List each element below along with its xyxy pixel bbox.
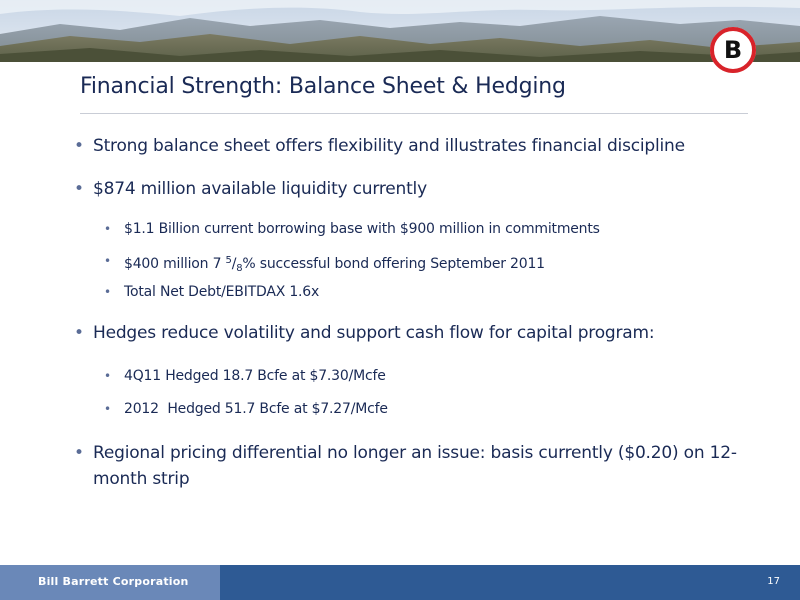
sub-bullet-text: Total Net Debt/EBITDAX 1.6x (124, 284, 320, 300)
bullet-item (74, 320, 754, 346)
fraction-denominator: 8 (236, 263, 243, 274)
logo-letter: B (723, 36, 743, 64)
sub-bullet-text: 4Q11 Hedged 18.7 Bcfe at $7.30/Mcfe (124, 368, 386, 384)
sub-bullet-text (104, 251, 744, 279)
bond-text-pre: $400 million 7 (124, 256, 226, 272)
bullet-item (74, 176, 754, 202)
bullet-item (74, 440, 754, 492)
sub-bullet-dot-icon: • (104, 254, 111, 268)
sub-bullet-dot-icon: • (104, 285, 111, 299)
sub-bullet-item (104, 282, 744, 302)
footer-company-panel (0, 565, 220, 600)
slide-title: Financial Strength: Balance Sheet & Hedging (80, 74, 566, 99)
bullet-item (74, 133, 754, 159)
fraction-slash: / (231, 256, 237, 272)
bond-text-post: % successful bond offering September 2011 (242, 256, 545, 272)
bullet-dot-icon: • (74, 323, 84, 343)
bullet-dot-icon: • (74, 443, 84, 463)
sub-bullet-item (104, 399, 744, 419)
sub-bullet-item (104, 219, 744, 239)
bullet-text: $874 million available liquidity currently (93, 179, 427, 199)
sub-bullet-text: 2012 Hedged 51.7 Bcfe at $7.27/Mcfe (124, 401, 388, 417)
sub-bullet-text: $1.1 Billion current borrowing base with $900 million in commitments (124, 221, 600, 237)
bullet-dot-icon: • (74, 136, 84, 156)
footer-company-name: Bill Barrett Corporation (38, 575, 189, 588)
sub-bullet-dot-icon: • (104, 402, 111, 416)
fraction-numerator: 5 (225, 255, 232, 266)
sub-bullet-dot-icon: • (104, 369, 111, 383)
sub-bullet-item (104, 251, 744, 279)
footer-bar (0, 565, 800, 600)
bullet-text: Strong balance sheet offers flexibility and illustrates financial discipline (93, 136, 685, 156)
bullet-dot-icon: • (74, 179, 84, 199)
bullet-text: Hedges reduce volatility and support cash flow for capital program: (93, 323, 655, 343)
page-number: 17 (767, 576, 780, 587)
sub-bullet-item (104, 366, 744, 386)
bullet-text: Regional pricing differential no longer an issue: basis currently ($0.20) on 12-month strip (93, 443, 737, 489)
sub-bullet-dot-icon: • (104, 222, 111, 236)
